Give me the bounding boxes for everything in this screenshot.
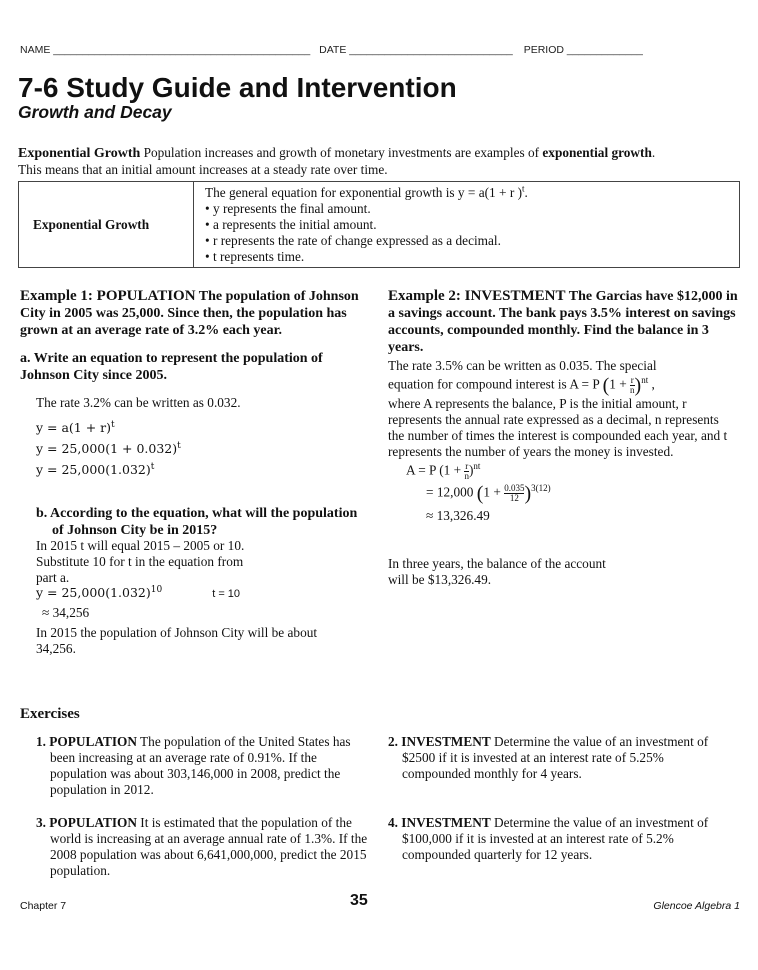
box-exp: t xyxy=(522,183,525,194)
exercises-heading: Exercises xyxy=(20,706,80,722)
exercise-3 xyxy=(36,815,370,879)
example2-text1: The rate 3.5% can be written as 0.035. The special xyxy=(388,358,657,373)
numerator: 0.035 xyxy=(504,483,525,493)
formula: A = P (1 + xyxy=(406,462,465,478)
exercise-label: 2. INVESTMENT xyxy=(388,734,491,749)
exponent: nt xyxy=(473,461,481,472)
intro-term: Exponential Growth xyxy=(18,146,141,161)
intro-line2: This means that an initial amount increases at a steady rate over time. xyxy=(18,162,388,177)
header-fields xyxy=(20,42,740,58)
exponent: t xyxy=(177,440,181,451)
text-line: Substitute 10 for t in the equation from xyxy=(36,554,244,569)
footer-chapter: Chapter 7 xyxy=(20,900,67,912)
example1-approx: ≈ 34,256 xyxy=(42,605,90,620)
denominator: n xyxy=(464,471,469,481)
example1-prompt: The population of Johnson City in 2005 was 25,000. Since then, the population has grown at an average rate of 3.2% each year. xyxy=(20,289,359,338)
exercise-text: It is estimated that the population of the world is increasing at an average annual rate of 1.3%. If the 2008 population was about 6,641,000,000, predict the 2015 population. xyxy=(50,815,368,878)
box-label: Exponential Growth xyxy=(19,182,194,267)
equation: y = 25,000(1 + 0.032) xyxy=(36,441,178,456)
name-field[interactable]: NAME ____________________________________________ xyxy=(20,44,311,56)
example2-heading xyxy=(388,288,740,356)
intro-paragraph xyxy=(18,145,740,178)
footer-book: Glencoe Algebra 1 xyxy=(653,900,740,912)
period-field[interactable]: PERIOD _____________ xyxy=(523,44,643,56)
exercise-text: Determine the value of an investment of $100,000 if it is invested at an interest rate of 5.2% compounded quarterly for 12 years. xyxy=(402,815,709,862)
example1-conclusion: In 2015 the population of Johnson City will be about 34,256. xyxy=(36,625,318,656)
box-bullet: • y represents the final amount. xyxy=(205,201,371,216)
example1-part-b-question: b. According to the equation, what will the population of Johnson City be in 2015? xyxy=(36,506,358,538)
text-line: equation for compound interest is A = P xyxy=(388,376,600,392)
example2-text2: equation for compound interest is A = P (1 + $\frac{r}{n}$ )$^{nt}$ , xyxy=(388,374,655,397)
exercise-4 xyxy=(388,815,732,863)
example1-equations xyxy=(20,417,386,480)
exponent: t xyxy=(111,419,115,430)
example1-title: Example 1: POPULATION xyxy=(20,288,196,304)
intro-bold: exponential growth xyxy=(542,145,652,160)
box-bullet: • t represents time. xyxy=(205,249,305,264)
intro-text: Population increases and growth of monetary investments are examples of xyxy=(140,145,543,160)
exercise-2 xyxy=(388,734,732,782)
box-bullet: • r represents the rate of change expressed as a decimal. xyxy=(205,233,501,248)
numerator: r xyxy=(465,461,469,471)
exercise-label: 4. INVESTMENT xyxy=(388,815,491,830)
text-line: part a. xyxy=(36,570,70,585)
definition-box xyxy=(18,181,740,268)
equation: y = 25,000(1.032) xyxy=(36,585,151,600)
equation: y = 25,000(1.032) xyxy=(36,462,151,477)
box-line: The general equation for exponential growth is y = a(1 + r ) xyxy=(205,185,523,200)
example2-conclusion: In three years, the balance of the account will be $13,326.49. xyxy=(388,556,606,587)
exponent: 10 xyxy=(150,584,163,595)
example1-part-b-text xyxy=(20,538,386,586)
exercise-text: Determine the value of an investment of $2500 if it is invested at an interest rate of 5.25% compounded monthly for 4 years. xyxy=(402,734,709,781)
example2-substitution: = 12,000 (1 + $\frac{0.035}{12}$ )$^{3(12)}$ xyxy=(426,482,551,505)
date-field[interactable]: DATE ____________________________ xyxy=(319,44,513,56)
text-line: In 2015 t will equal 2015 – 2005 or 10. xyxy=(36,538,245,553)
exponent: nt xyxy=(641,375,649,386)
exercise-1 xyxy=(36,734,370,798)
example1-part-a-question: a. Write an equation to represent the population of Johnson City since 2005. xyxy=(20,351,323,383)
exercise-text: The population of the United States has been increasing at an average rate of 0.91%. If the population was about 303,146,000 in 2008, predict the population in 2012. xyxy=(50,734,351,797)
example2-formula: A = P (1 + $\frac{r}{n}$ )$^{nt}$ xyxy=(406,461,481,481)
page-number: 35 xyxy=(350,892,368,909)
example2-prompt: The Garcias have $12,000 in a savings account. The bank pays 3.5% interest on savings accounts, compounded monthly. Find the balance in 3 years. xyxy=(388,289,738,355)
exercise-label: 3. POPULATION xyxy=(36,815,137,830)
box-bullet: • a represents the initial amount. xyxy=(205,217,377,232)
example1-part-b-equation xyxy=(20,585,386,602)
formula: = 12,000 xyxy=(426,484,477,500)
equation-note: t = 10 xyxy=(212,588,241,600)
exercise-label: 1. POPULATION xyxy=(36,734,137,749)
example1-part-a-text: The rate 3.2% can be written as 0.032. xyxy=(36,395,241,410)
page-subtitle: Growth and Decay xyxy=(18,102,172,122)
exponent: t xyxy=(150,461,155,472)
intro-end: . xyxy=(651,145,656,160)
exponent: 3(12) xyxy=(531,483,551,494)
numerator: r xyxy=(630,375,634,385)
box-content: The general equation for exponential growth is y = a(1 + r )$^t$. • y represents the final amount. • a represents the initial amount. • r represents the rate of change expressed as a decimal. • t represents time. xyxy=(205,183,528,264)
denominator: n xyxy=(630,385,635,395)
example2-title: Example 2: INVESTMENT xyxy=(388,288,566,304)
example2-text3: where A represents the balance, P is the initial amount, r represents the annual rate expressed as a decimal, n represents the number of times the interest is compounded each year, and t represents the number of years the money is invested. xyxy=(388,396,728,459)
equation: y = a(1 + r) xyxy=(36,420,112,435)
page-title: 7-6 Study Guide and Intervention xyxy=(18,72,457,103)
denominator: 12 xyxy=(509,493,519,503)
example2-approx: ≈ 13,326.49 xyxy=(426,508,490,523)
example1-heading xyxy=(20,288,370,339)
